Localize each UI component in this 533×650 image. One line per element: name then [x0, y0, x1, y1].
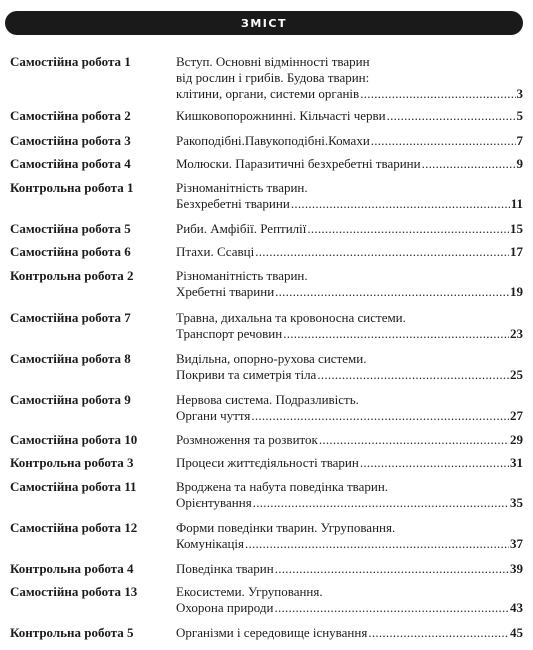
work-type-label: Контрольна робота 4 — [10, 561, 134, 576]
topic-text — [176, 221, 523, 237]
work-type-label: Самостійна робота 11 — [10, 479, 137, 494]
dot-leader — [319, 432, 509, 448]
topic-line: Комунікація — [176, 536, 245, 551]
work-type-label: Самостійна робота 9 — [10, 392, 131, 407]
dot-leader — [307, 221, 509, 237]
topic-line: Екосистеми. Угруповання. — [176, 584, 323, 599]
dot-leader — [274, 600, 509, 616]
topic-last-line — [176, 86, 523, 102]
dot-leader — [360, 455, 509, 471]
topic-text — [176, 432, 523, 448]
topic-text — [176, 108, 523, 124]
dot-leader — [255, 244, 509, 260]
topic-text — [176, 133, 523, 149]
topic-last-line — [176, 495, 523, 511]
topic-text — [176, 625, 523, 641]
topic-line: Безхребетні тварини — [176, 196, 290, 211]
topic-line: Організми і середовище існування — [176, 625, 368, 640]
page-number: 25 — [510, 367, 523, 382]
topic-line: Хребетні тварини — [176, 284, 275, 299]
topic-last-line — [176, 561, 523, 577]
page-number: 7 — [516, 133, 523, 148]
topic-line: Вроджена та набута поведінка тварин. — [176, 479, 389, 494]
topic-text — [176, 479, 523, 511]
topic-line: Поведінка тварин — [176, 561, 274, 576]
topic-last-line — [176, 133, 523, 149]
dot-leader — [253, 495, 509, 511]
topic-text — [176, 455, 523, 471]
topic-line: Птахи. Ссавці — [176, 244, 255, 259]
topic-last-line — [176, 600, 523, 616]
dot-leader — [275, 284, 509, 300]
page-number: 17 — [510, 244, 523, 259]
work-type-label: Самостійна робота 13 — [10, 584, 138, 599]
topic-line: Орієнтування — [176, 495, 252, 510]
contents-title: ЗМІСТ — [241, 16, 287, 30]
page-number: 11 — [510, 196, 523, 211]
topic-last-line — [176, 367, 523, 383]
page-number: 23 — [510, 326, 523, 341]
topic-line: Форми поведінки тварин. Угруповання. — [176, 520, 396, 535]
page-number: 9 — [516, 156, 523, 171]
topic-line: Транспорт речовин — [176, 326, 283, 341]
work-type-label: Контрольна робота 1 — [10, 180, 134, 195]
topic-line: Різноманітність тварин. — [176, 180, 308, 195]
work-type-label: Самостійна робота 8 — [10, 351, 131, 366]
work-type-label: Контрольна робота 2 — [10, 268, 134, 283]
topic-text — [176, 561, 523, 577]
dot-leader — [360, 86, 515, 102]
dot-leader — [283, 326, 509, 342]
topic-line: Процеси життєдіяльності тварин — [176, 455, 359, 470]
topic-text — [176, 268, 523, 300]
topic-line: Органи чуття — [176, 408, 251, 423]
topic-last-line — [176, 284, 523, 300]
dot-leader — [422, 156, 516, 172]
topic-text — [176, 244, 523, 260]
topic-line: Покриви та симетрія тіла — [176, 367, 317, 382]
work-type-label: Самостійна робота 1 — [10, 54, 131, 69]
work-type-label: Контрольна робота 3 — [10, 455, 134, 470]
page-number: 29 — [510, 432, 523, 447]
page-number: 3 — [516, 86, 523, 101]
work-type-label: Самостійна робота 4 — [10, 156, 131, 171]
topic-line: Вступ. Основні відмінності тварин — [176, 54, 370, 69]
page-number: 45 — [510, 625, 523, 640]
topic-last-line — [176, 536, 523, 552]
topic-line: Риби. Амфібії. Рептилії — [176, 221, 307, 236]
topic-text — [176, 156, 523, 172]
topic-line: Ракоподібні.Павукоподібні.Комахи — [176, 133, 370, 148]
topic-line: Нервова система. Подразливість. — [176, 392, 359, 407]
topic-line: Видільна, опорно-рухова системи. — [176, 351, 367, 366]
topic-text — [176, 392, 523, 424]
topic-line: Різноманітність тварин. — [176, 268, 308, 283]
dot-leader — [387, 108, 516, 124]
topic-last-line — [176, 432, 523, 448]
topic-text — [176, 584, 523, 616]
page-number: 43 — [510, 600, 523, 615]
topic-line: клітини, органи, системи органів — [176, 86, 360, 101]
topic-line: Кишковопорожнинні. Кільчасті черви — [176, 108, 386, 123]
topic-last-line — [176, 455, 523, 471]
topic-last-line — [176, 244, 523, 260]
page-number: 27 — [510, 408, 523, 423]
topic-last-line — [176, 156, 523, 172]
topic-text — [176, 54, 523, 102]
page-number: 37 — [510, 536, 523, 551]
topic-line: Розмноження та розвиток — [176, 432, 318, 447]
work-type-label: Контрольна робота 5 — [10, 625, 134, 640]
topic-last-line — [176, 221, 523, 237]
dot-leader — [371, 133, 516, 149]
page-number: 31 — [510, 455, 523, 470]
page-number: 15 — [510, 221, 523, 236]
page-number: 35 — [510, 495, 523, 510]
dot-leader — [368, 625, 509, 641]
work-type-label: Самостійна робота 6 — [10, 244, 131, 259]
work-type-label: Самостійна робота 3 — [10, 133, 131, 148]
topic-line: від рослин і грибів. Будова тварин: — [176, 70, 370, 85]
topic-line: Охорона природи — [176, 600, 274, 615]
topic-last-line — [176, 196, 523, 212]
dot-leader — [251, 408, 509, 424]
dot-leader — [275, 561, 509, 577]
topic-text — [176, 520, 523, 552]
work-type-label: Самостійна робота 12 — [10, 520, 138, 535]
page-number: 19 — [510, 284, 523, 299]
dot-leader — [245, 536, 509, 552]
topic-text — [176, 180, 523, 212]
topic-last-line — [176, 108, 523, 124]
work-type-label: Самостійна робота 7 — [10, 310, 131, 325]
topic-text — [176, 310, 523, 342]
dot-leader — [291, 196, 510, 212]
contents-header-bar — [5, 11, 523, 35]
topic-last-line — [176, 326, 523, 342]
topic-last-line — [176, 408, 523, 424]
page-number: 5 — [516, 108, 523, 123]
dot-leader — [317, 367, 509, 383]
work-type-label: Самостійна робота 2 — [10, 108, 131, 123]
topic-text — [176, 351, 523, 383]
work-type-label: Самостійна робота 5 — [10, 221, 131, 236]
topic-line: Молюски. Паразитичні безхребетні тварини — [176, 156, 421, 171]
topic-line: Травна, дихальна та кровоносна системи. — [176, 310, 406, 325]
topic-last-line — [176, 625, 523, 641]
work-type-label: Самостійна робота 10 — [10, 432, 138, 447]
page-number: 39 — [510, 561, 523, 576]
